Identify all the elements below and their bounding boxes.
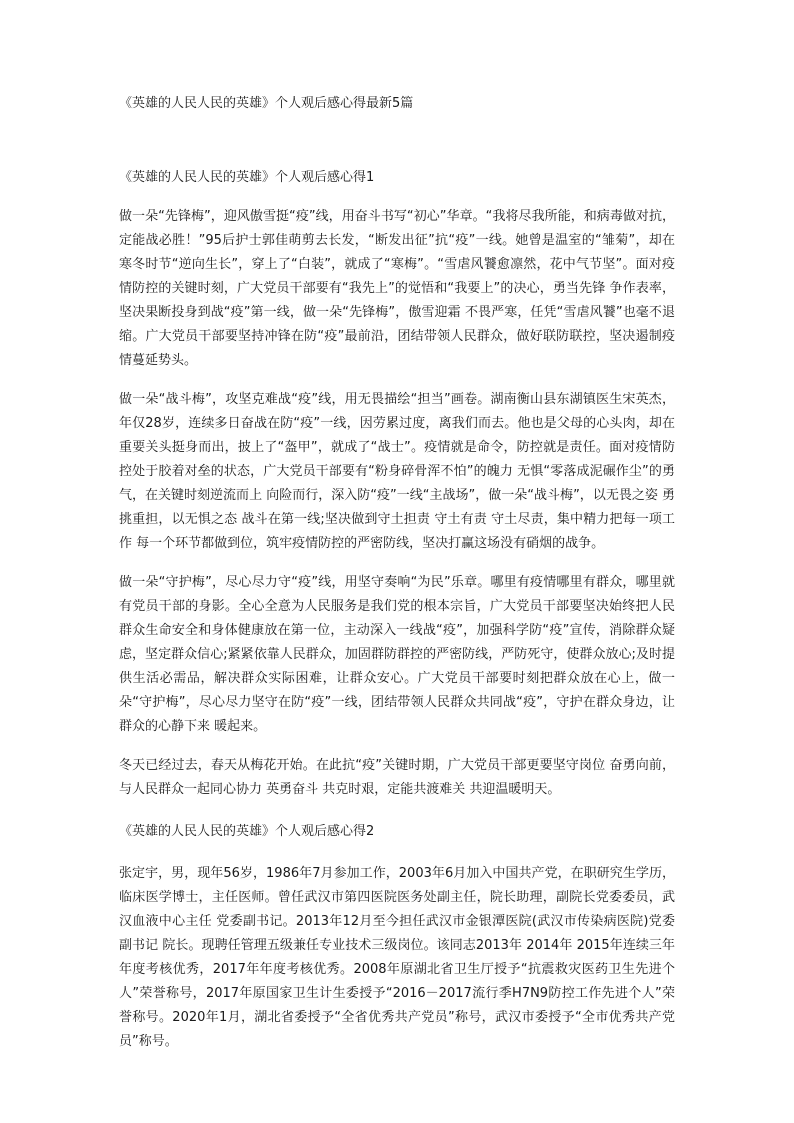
paragraph-2-1: 张定宇，男，现年56岁，1986年7月参加工作，2003年6月加入中国共产党，在职研究生学历，临床医学博士，主任医师。曾任武汉市第四医院医务处副主任，院长助理，副院长党委委员，武汉血液中心主任 党委副书记。2013年12月至今担任武汉市金银潭医院(武汉市传染病医院)党委副书记 院长。现聘任管理五级兼任专业技术三级岗位。该同志2013年 2014年 2015年连续三年年度考核优秀，2017年年度考核优秀。2008年原湖北省卫生厅授予“抗震救灾医药卫生先进个人”荣誉称号，2017年原国家卫生计生委授予“2016－2017流行季H7N9防控工作先进个人”荣誉称号。2020年1月，湖北省委授予“全省优秀共产党员”称号，武汉市委授予“全市优秀共产党员”称号。 bbox=[119, 866, 675, 1049]
document-title: 《英雄的人民人民的英雄》个人观后感心得最新5篇 bbox=[119, 96, 414, 111]
document-page bbox=[119, 92, 675, 1054]
section-heading-2: 《英雄的人民人民的英雄》个人观后感心得2 bbox=[119, 824, 375, 839]
paragraph-1-3: 做一朵“守护梅”，尽心尽力守“疫”线，用坚守奏响“为民”乐章。哪里有疫情哪里有群众，哪里就有党员干部的身影。全心全意为人民服务是我们党的根本宗旨，广大党员干部要坚决始终把人民群众生命安全和身体健康放在第一位，主动深入一线战“疫”，加强科学防“疫”宣传，消除群众疑虑，坚定群众信心;紧紧依靠人民群众，加固群防群控的严密防线，严防死守，使群众放心;及时提供生活必需品，解决群众实际困难，让群众安心。广大党员干部要时刻把群众放在心上，做一朵“守护梅”，尽心尽力坚守在防“疫”一线，团结带领人民群众共同战“疫”，守护在群众身边，让群众的心静下来 暖起来。 bbox=[119, 575, 675, 734]
paragraph-1-1: 做一朵“先锋梅”，迎风傲雪挺“疫”线，用奋斗书写“初心”华章。“我将尽我所能，和病毒做对抗，定能战必胜！”95后护士郭佳萌剪去长发，“断发出征”抗“疫”一线。她曾是温室的“雏菊”，却在寒冬时节“逆向生长”，穿上了“白装”，就成了“寒梅”。“雪虐风饕愈凛然，花中气节坚”。面对疫情防控的关键时刻，广大党员干部要有“我先上”的觉悟和“我要上”的决心，勇当先锋 争作表率，坚决果断投身到战“疫”第一线，做一朵“先锋梅”，傲雪迎霜 不畏严寒，任凭“雪虐风饕”也毫不退缩。广大党员干部要坚持冲锋在防“疫”最前沿，团结带领人民群众，做好联防联控，坚决遏制疫情蔓延势头。 bbox=[119, 209, 675, 368]
paragraph-1-4: 冬天已经过去，春天从梅花开始。在此抗“疫”关键时期，广大党员干部更要坚守岗位 奋勇向前，与人民群众一起同心协力 英勇奋斗 共克时艰，定能共渡难关 共迎温暖明天。 bbox=[119, 758, 675, 797]
section-heading-1: 《英雄的人民人民的英雄》个人观后感心得1 bbox=[119, 170, 375, 185]
paragraph-1-2: 做一朵“战斗梅”，攻坚克难战“疫”线，用无畏描绘“担当”画卷。湖南衡山县东湖镇医生宋英杰，年仅28岁，连续多日奋战在防“疫”一线，因劳累过度，离我们而去。他也是父母的心头肉，却在重要关头挺身而出，披上了“盔甲”，就成了“战士”。疫情就是命令，防控就是责任。面对疫情防控处于胶着对垒的状态，广大党员干部要有“粉身碎骨浑不怕”的魄力 无惧“零落成泥碾作尘”的勇气，在关键时刻逆流而上 向险而行，深入防“疫”一线“主战场”，做一朵“战斗梅”，以无畏之姿 勇挑重担，以无惧之态 战斗在第一线;坚决做到守土担责 守土有责 守土尽责，集中精力把每一项工作 每一个环节都做到位，筑牢疫情防控的严密防线，坚决打赢这场没有硝烟的战争。 bbox=[119, 392, 675, 551]
